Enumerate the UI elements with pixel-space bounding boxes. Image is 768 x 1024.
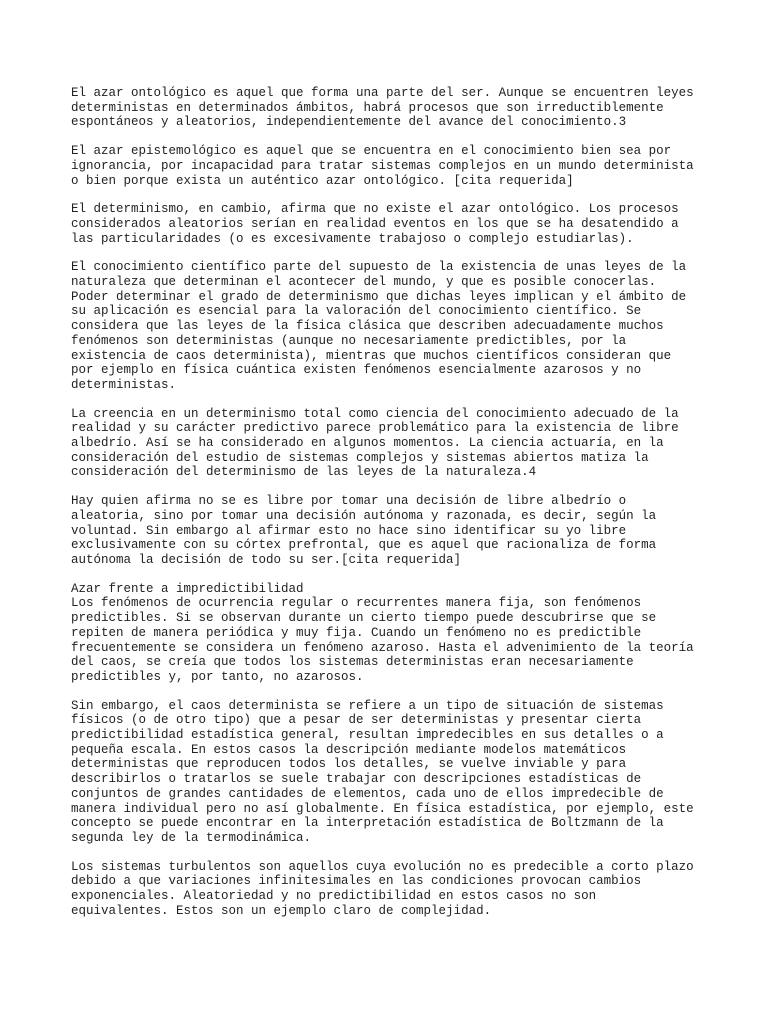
paragraph-libre-albedrio: Hay quien afirma no se es libre por tomar una decisión de libre albedrío o aleatoria, sino por tomar una decisión autónoma y razonada, es decir, según la voluntad. Sin embargo al afirmar esto no hace sino identificar su yo libre exclusivamente con su córtex prefrontal, que es aquel que racionaliza de forma autónoma la decisión de todo su ser.[cita requerida] [71,494,657,567]
paragraph-conocimiento-cientifico: El conocimiento científico parte del supuesto de la existencia de unas leyes de la naturaleza que determinan el acontecer del mundo, y que es posible conocerlas. Poder determinar el grado de determinismo que dichas leyes implican y el ámbito de su aplicación es esencial para la valoración del conocimiento científico. Se considera que las leyes de la física clásica que describen adecuadamente muchos fenómenos son deterministas (aunque no necesariamente predictibles, por la existencia de caos determinista), mientras que muchos científicos consideran que por ejemplo en física cuántica existen fenómenos esencialmente azarosos y no deterministas. [71,260,687,392]
paragraph-azar-impredictibilidad: Azar frente a impredictibilidad Los fenómenos de ocurrencia regular o recurrentes manera fija, son fenómenos predictibles. Si se observan durante un cierto tiempo puede descubrirse que se repiten de manera periódica y muy fija. Cuando un fenómeno no es predictible frecuentemente se considera un fenómeno azaroso. Hasta el advenimiento de la teoría del caos, se creía que todos los sistemas deterministas eran necesariamente predictibles y, por tanto, no azarosos. [71,581,694,684]
paragraph-azar-epistemologico: El azar epistemológico es aquel que se encuentra en el conocimiento bien sea por ignorancia, por incapacidad para tratar sistemas complejos en un mundo determinista o bien porque exista un auténtico azar ontológico. [cita requerida] [71,144,694,188]
paragraph-determinismo: El determinismo, en cambio, afirma que no existe el azar ontológico. Los procesos considerados aleatorios serían en realidad eventos en los que se ha desatendido a las particularidades (o es excesivamente trabajoso o complejo estudiarlas). [71,202,679,246]
paragraph-caos-determinista: Sin embargo, el caos determinista se refiere a un tipo de situación de sistemas físicos (o de otro tipo) que a pesar de ser deterministas y presentar cierta predictibilidad estadística general, resultan impredecibles en sus detalles o a pequeña escala. En estos casos la descripción mediante modelos matemáticos deterministas que reproducen todos los detalles, se vuelve inviable y para describirlos o tratarlos se suele trabajar con descripciones estadísticas de conjuntos de grandes cantidades de elementos, cada uno de ellos impredecible de manera individual pero no así globalmente. En física estadística, por ejemplo, este concepto se puede encontrar en la interpretación estadística de Boltzmann de la segunda ley de la termodinámica. [71,698,694,845]
paragraph-azar-ontologico: El azar ontológico es aquel que forma una parte del ser. Aunque se encuentren leyes deterministas en determinados ámbitos, habrá procesos que son irreductiblemente espontáneos y aleatorios, independientemente del avance del conocimiento.3 [71,86,694,130]
paragraph-sistemas-turbulentos: Los sistemas turbulentos son aquellos cuya evolución no es predecible a corto plazo debido a que variaciones infinitesimales en las condiciones provocan cambios exponenciales. Aleatoriedad y no predictibilidad en estos casos no son equivalentes. Estos son un ejemplo claro de complejidad. [71,859,694,918]
paragraph-creencia-determinismo: La creencia en un determinismo total como ciencia del conocimiento adecuado de la realidad y su carácter predictivo parece problemático para la existencia de libre albedrío. Así se ha considerado en algunos momentos. La ciencia actuaría, en la consideración del estudio de sistemas complejos y sistemas abiertos matiza la consideración del determinismo de las leyes de la naturaleza.4 [71,406,679,480]
